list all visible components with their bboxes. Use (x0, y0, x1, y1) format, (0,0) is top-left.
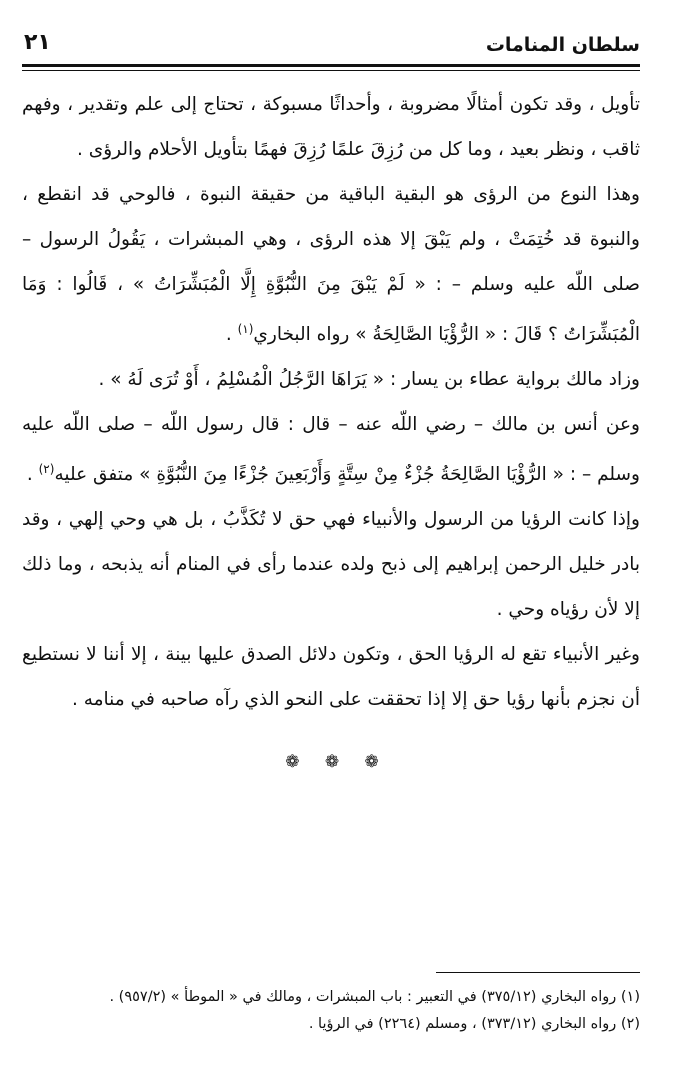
footnotes (40, 984, 640, 1038)
paragraph-2: وهذا النوع من الرؤى هو البقية الباقية من حقيقة النبوة ، فالوحي قد انقطع ، والنبوة قد خُتِمَتْ ، ولم يَبْقَ إلا هذه الرؤى ، وهي المبشرات ، يَقُولُ الرسول – صلى اللّه عليه وسلم – : « لَمْ يَبْقَ مِنَ النُّبُوَّةِ إِلَّا الْمُبَشِّرَاتُ » ، قَالُوا : وَمَا الْمُبَشِّرَاتُ ؟ قَالَ : « الرُّؤْيَا الصَّالِحَةُ » رواه البخاري$^{(١)}$ . (22, 184, 640, 346)
footnote-1: (١) رواه البخاري (٣٧٥/١٢) في التعبير : باب المبشرات ، ومالك في « الموطأ » (٩٥٧/٢) . (109, 989, 640, 1005)
paragraph-4: وعن أنس بن مالك – رضي اللّه عنه – قال : قال رسول اللّه – صلى اللّه عليه وسلم – : « الرُّؤْيَا الصَّالِحَةُ جُزْءٌ مِنْ سِتَّةٍ وَأَرْبَعِينَ جُزْءًا مِنَ النُّبُوَّةِ » متفق عليه$^{(٢)}$ . (22, 414, 640, 486)
paragraph-1: تأويل ، وقد تكون أمثالًا مضروبة ، وأحداثًا مسبوكة ، تحتاج إلى علم وتقدير ، وفهم ثاقب ، ونظر بعيد ، وما كل من رُزِقَ علمًا رُزِقَ فهمًا بتأويل الأحلام والرؤى . (22, 94, 640, 160)
page-header (24, 30, 640, 64)
section-separator-ornament: ❁ ❁ ❁ (285, 752, 389, 772)
paragraph-3: وزاد مالك برواية عطاء بن يسار : « يَرَاهَا الرَّجُلُ الْمُسْلِمُ ، أَوْ تُرَى لَهُ » . (98, 369, 640, 391)
footnote-marker-2: (٢) (38, 462, 55, 477)
footnote-marker-1: (١) (237, 322, 254, 336)
body-text (22, 82, 640, 722)
header-rule-thick (22, 64, 640, 67)
page-number: ٢١ (24, 30, 51, 55)
paragraph-2-text: وهذا النوع من الرؤى هو البقية الباقية من حقيقة النبوة ، فالوحي قد انقطع ، والنبوة قد خُتِمَتْ ، ولم يَبْقَ إلا هذه الرؤى ، وهي المبشرات ، يَقُولُ الرسول – صلى اللّه عليه وسلم – : « لَمْ يَبْقَ مِنَ النُّبُوَّةِ إِلَّا الْمُبَشِّرَاتُ » ، قَالُوا : وَمَا الْمُبَشِّرَاتُ ؟ قَالَ : « الرُّؤْيَا الصَّالِحَةُ » رواه البخاري (22, 184, 640, 346)
footnote-rule (436, 972, 640, 973)
paragraph-4-text: وعن أنس بن مالك – رضي اللّه عنه – قال : قال رسول اللّه – صلى اللّه عليه وسلم – : « الرُّؤْيَا الصَّالِحَةُ جُزْءٌ مِنْ سِتَّةٍ وَأَرْبَعِينَ جُزْءًا مِنَ النُّبُوَّةِ » متفق عليه (22, 414, 640, 486)
paragraph-5: وإذا كانت الرؤيا من الرسول والأنبياء فهي حق لا تُكَذَّبُ ، بل هي وحي إلهي ، وقد بادر خليل الرحمن إبراهيم إلى ذبح ولده عندما رأى في المنام أنه يذبحه ، وما ذلك إلا لأن رؤياه وحي . (22, 509, 640, 621)
footnote-2: (٢) رواه البخاري (٣٧٣/١٢) ، ومسلم (٢٢٦٤) في الرؤيا . (308, 1016, 640, 1032)
paragraph-6: وغير الأنبياء تقع له الرؤيا الحق ، وتكون دلائل الصدق عليها بينة ، إلا أننا لا نستطيع أن نجزم بأنها رؤيا حق إلا إذا تحققت على النحو الذي رآه صاحبه في منامه . (22, 644, 640, 711)
header-rule-thin (22, 70, 640, 71)
running-title: سلطان المنامات (485, 34, 640, 56)
